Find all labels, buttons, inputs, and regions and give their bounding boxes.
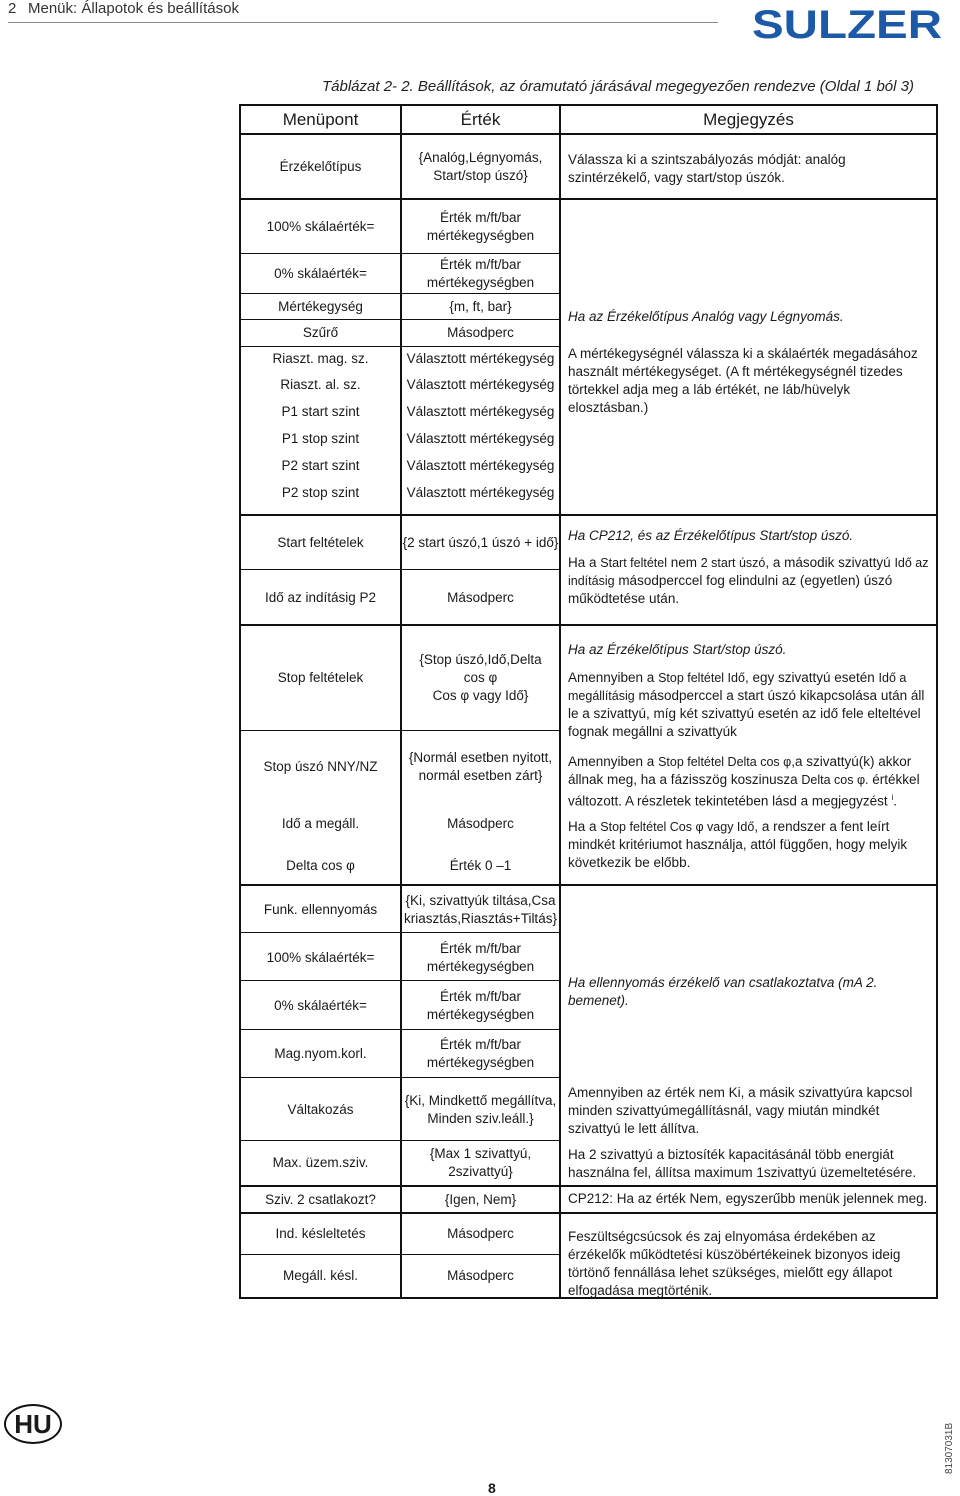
- value-stop-delay: Másodperc: [447, 1268, 514, 1283]
- value-p2-stop: Választott mértékegység: [406, 485, 555, 500]
- note-alternation: Amennyiben az érték nem Ki, a másik szivattyúra kapcsol minden szivattyúmegállításnál, vagy miután mindkét szivattyú le lett állítva.: [568, 1085, 913, 1136]
- menu-start-conditions: Start feltételek: [277, 535, 364, 550]
- menu-delta-cos-phi: Delta cos φ: [286, 858, 355, 873]
- menu-bp-scale-100: 100% skálaérték=: [266, 949, 375, 965]
- menu-backpressure-func: Funk. ellennyomás: [263, 901, 378, 917]
- note-unit-selection: A mértékegységnél válassza ki a skálaérték megadásához használt mértékegységet. (A ft mértékegységnél tizedes törtekkel adja meg a láb értékét, ne láb/hüvelyk elosztásban.): [568, 346, 918, 415]
- page-number: 8: [488, 1480, 496, 1496]
- logo-text: SULZER: [752, 4, 943, 42]
- value-p2-start: Választott mértékegység: [406, 458, 555, 473]
- sulzer-logo: [752, 4, 944, 42]
- table-caption: Táblázat 2- 2. Beállítások, az óramutató járásával megegyezően rendezve (Oldal 1 ból 3): [322, 78, 914, 95]
- note-stop-condition-head: Ha az Érzékelőtípus Start/stop úszó.: [568, 642, 787, 657]
- value-alarm-low: Választott mértékegység: [406, 377, 555, 392]
- value-filter: Másodperc: [447, 325, 514, 340]
- document-number: 81307031B: [944, 1422, 955, 1474]
- value-time-to-stop: Másodperc: [447, 816, 514, 831]
- menu-p1-stop: P1 stop szint: [281, 431, 360, 446]
- value-p1-start: Választott mértékegység: [406, 404, 555, 419]
- note-start-conditions: Ha a Start feltétel nem 2 start úszó, a második szivattyú Idő az indításig másodperccel fog elindulni az (egyetlen) úszó működtetése után.: [568, 555, 929, 606]
- value-delta-cos-phi: Érték 0 –1: [449, 858, 512, 873]
- note-sensor-type: Válassza ki a szintszabályozás módját: analóg szintérzékelő, vagy start/stop úszók.: [568, 152, 846, 185]
- menu-start-delay: Ind. késleltetés: [275, 1226, 366, 1241]
- value-alarm-high: Választott mértékegység: [406, 351, 555, 366]
- value-time-to-start-p2: Másodperc: [447, 589, 514, 605]
- menu-time-to-start-p2: Idő az indításig P2: [264, 589, 377, 605]
- menu-alarm-low: Riaszt. al. sz.: [280, 377, 361, 392]
- column-header-value: Érték: [460, 110, 501, 129]
- menu-stop-float-no-nc: Stop úszó NNY/NZ: [263, 759, 378, 774]
- value-stop-float-no-nc: {Normál esetben nyitott, normál esetben zárt}: [408, 750, 553, 783]
- value-unit: {m, ft, bar}: [449, 299, 512, 314]
- note-backpressure: Ha ellennyomás érzékelő van csatlakoztatva (mA 2. bemenet).: [568, 975, 878, 1008]
- running-header: [8, 0, 239, 17]
- value-scale-0: Érték m/ft/bar mértékegységben: [426, 257, 535, 290]
- language-badge: HU: [4, 1404, 62, 1444]
- menu-unit: Mértékegység: [278, 299, 363, 314]
- value-scale-100: Érték m/ft/bar mértékegységben: [426, 210, 535, 243]
- header-rule: [8, 22, 718, 23]
- menu-filter: Szűrő: [302, 325, 339, 340]
- menu-sensor-type: Érzékelőtípus: [279, 159, 362, 174]
- value-max-running-pumps: {Max 1 szivattyú, 2szivattyú}: [429, 1146, 532, 1179]
- value-high-pressure-limit: Érték m/ft/bar mértékegységben: [426, 1037, 535, 1070]
- column-header-note: Megjegyzés: [703, 110, 794, 129]
- value-p1-stop: Választott mértékegység: [406, 431, 555, 446]
- value-alternation: {Ki, Mindkettő megállítva, Minden sziv.leáll.}: [404, 1093, 557, 1126]
- menu-p2-stop: P2 stop szint: [281, 485, 360, 500]
- menu-max-running-pumps: Max. üzem.sziv.: [272, 1155, 369, 1170]
- note-pump2-connected: CP212: Ha az érték Nem, egyszerűbb menük jelennek meg.: [568, 1191, 928, 1206]
- note-max-running-pumps: Ha 2 szivattyú a biztosíték kapacitásánál több energiát használna fel, állítsa maximum 1szivattyú üzemeltetésére.: [568, 1147, 917, 1180]
- menu-stop-delay: Megáll. késl.: [282, 1268, 359, 1283]
- menu-high-pressure-limit: Mag.nyom.korl.: [274, 1046, 367, 1061]
- menu-p2-start: P2 start szint: [281, 458, 360, 473]
- value-stop-conditions: {Stop úszó,Idő,Delta cos φ Cos φ vagy Idő}: [419, 652, 542, 703]
- value-start-delay: Másodperc: [447, 1226, 514, 1241]
- menu-scale-0: 0% skálaérték=: [274, 266, 367, 281]
- value-bp-scale-100: Érték m/ft/bar mértékegységben: [426, 940, 535, 974]
- value-start-conditions: {2 start úszó,1 úszó + idő}: [402, 535, 559, 550]
- value-sensor-type: {Analóg,Légnyomás, Start/stop úszó}: [418, 150, 543, 183]
- menu-alternation: Váltakozás: [287, 1102, 354, 1117]
- note-voltage-spikes: Feszültségcsúcsok és zaj elnyomása érdekében az érzékelők működtetési küszöbértékeinek bizonyos ideig törtönő fennállása lehet szükséges, mielőtt egy állapot elfogadása megtörténik.: [568, 1229, 901, 1298]
- menu-p1-start: P1 start szint: [281, 404, 360, 419]
- menu-stop-conditions: Stop feltételek: [277, 670, 364, 685]
- value-bp-scale-0: Érték m/ft/bar mértékegységben: [426, 988, 535, 1022]
- header-page-number: 2: [8, 0, 17, 17]
- value-backpressure-func: {Ki, szivattyúk tiltása,Csa kriasztás,Riasztás+Tiltás}: [404, 892, 557, 926]
- note-stop-time: Amennyiben a Stop feltétel Idő, egy szivattyú esetén Idő a megállításig másodperccel a start úszó kikapcsolása után áll le a szivattyú, míg két szivattyú esetén az idő fele elteltével fognak megállni a szivattyúk: [568, 670, 925, 739]
- menu-pump2-connected: Sziv. 2 csatlakozt?: [265, 1191, 376, 1207]
- header-section-title: Menük: Állapotok és beállítások: [28, 0, 239, 17]
- note-stop-cos-or-time: Ha a Stop feltétel Cos φ vagy Idő, a rendszer a fent leírt mindkét kritériumot használja, attól függően, hogy melyik következik be előbb.: [568, 819, 908, 870]
- menu-bp-scale-0: 0% skálaérték=: [274, 997, 367, 1013]
- column-header-menu: Menüpont: [282, 110, 359, 129]
- note-analog-condition: Ha az Érzékelőtípus Analóg vagy Légnyomás.: [568, 309, 844, 324]
- note-cp212-condition: Ha CP212, és az Érzékelőtípus Start/stop úszó.: [568, 528, 854, 543]
- menu-time-to-stop: Idő a megáll.: [281, 816, 360, 831]
- value-pump2-connected: {Igen, Nem}: [444, 1191, 517, 1207]
- menu-alarm-high: Riaszt. mag. sz.: [272, 351, 369, 366]
- menu-scale-100: 100% skálaérték=: [266, 219, 375, 234]
- note-stop-delta-cos: Amennyiben a Stop feltétel Delta cos φ,a szivattyú(k) akkor állnak meg, ha a fázisszög koszinusza Delta cos φ. értékkel változott. A részletek tekintetében lásd a megjegyzést $^i$.: [568, 754, 920, 809]
